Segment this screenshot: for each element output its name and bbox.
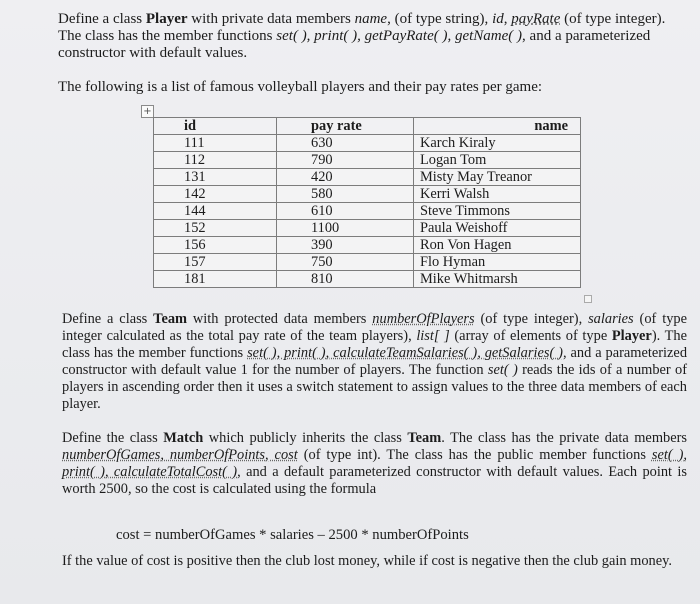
table-expand-icon[interactable]: +	[141, 105, 154, 118]
table-row: 142 580 Kerri Walsh	[154, 186, 581, 203]
players-table	[153, 117, 581, 288]
cost-interpretation: If the value of cost is positive then the club lost money, while if cost is negative then the club gain money.	[62, 553, 672, 569]
team-class-description: Define a class Team with protected data members numberOfPlayers (of type integer), salaries (of type integer calculated as the total pay rate of the team players), list[ ] (array of elements of type Player). The class has the member functions set( ), print( ), calculateTeamSalaries( ), getSalaries( ), and a parameterized constructor with default value 1 for the number of players. The function set( ) reads the ids of a number of players in ascending order then it uses a switch statement to assign values to the three data members of each player.	[62, 311, 688, 412]
header-pay-rate: pay rate	[277, 118, 414, 135]
table-row: 156 390 Ron Von Hagen	[154, 237, 581, 254]
players-list-intro: The following is a list of famous volleyball players and their pay rates per game:	[58, 79, 543, 95]
table-row: 144 610 Steve Timmons	[154, 203, 581, 220]
table-row: 112 790 Logan Tom	[154, 152, 581, 169]
table-row: 131 420 Misty May Treanor	[154, 169, 581, 186]
table-row: 181 810 Mike Whitmarsh	[154, 271, 581, 288]
table-resize-handle[interactable]	[584, 295, 592, 303]
table-header-row	[154, 118, 581, 135]
match-class-description: Define the class Match which publicly inherits the class Team. The class has the private data members numberOfGames, numberOfPoints, cost (of type int). The class has the public member functions set( ), print( ), calculateTotalCost( ), and a default parameterized constructor with default values. Each point is worth 2500, so the cost is calculated using the formula	[62, 430, 688, 497]
header-id: id	[154, 118, 277, 135]
player-class-description: Define a class Player with private data members name, (of type string), id, payRate (of type integer). The class has the member functions set( ), print( ), getPayRate( ), getName( ), and a parameterized constructor with default values.	[58, 11, 666, 61]
table-row: 111 630 Karch Kiraly	[154, 135, 581, 152]
table-row: 152 1100 Paula Weishoff	[154, 220, 581, 237]
cost-formula: cost = numberOfGames * salaries – 2500 * numberOfPoints	[116, 527, 469, 543]
table-row: 157 750 Flo Hyman	[154, 254, 581, 271]
header-name: name	[414, 118, 581, 135]
